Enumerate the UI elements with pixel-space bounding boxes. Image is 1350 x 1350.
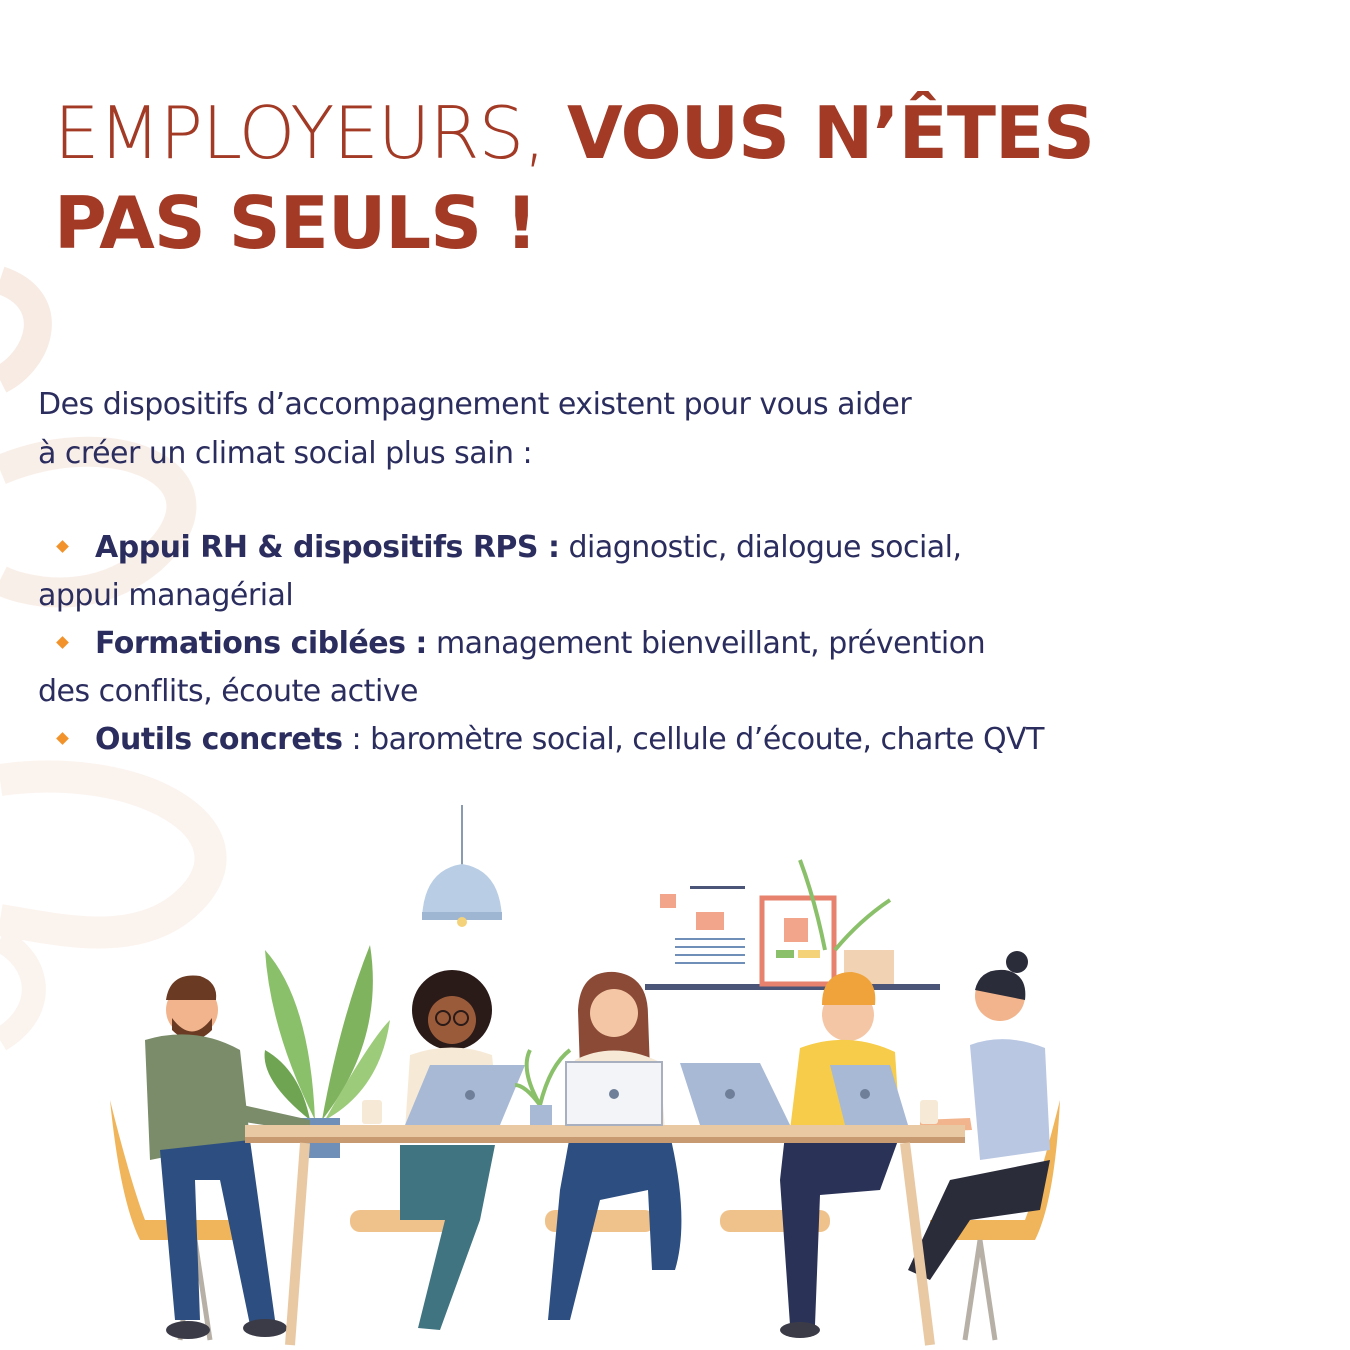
list-item [38, 620, 1118, 716]
item-label: Formations ciblées : [95, 626, 427, 661]
plant-icon [515, 1050, 570, 1125]
title-bold-line1: VOUS N’ÊTES [567, 91, 1094, 175]
item-label: Outils concrets [95, 722, 343, 757]
cup-icon [920, 1100, 938, 1124]
item-text: management bienveillant, prévention [426, 626, 986, 661]
cup-icon [362, 1100, 382, 1124]
item-continuation: appui managérial [38, 578, 294, 613]
item-label: Appui RH & dispositifs RPS : [95, 530, 560, 565]
title-bold-line2: PAS SEULS ! [54, 181, 537, 265]
laptop-icon [566, 1062, 662, 1125]
pendant-lamp-icon [422, 805, 502, 927]
diamond-bullet-icon [56, 540, 69, 553]
laptop-icon [680, 1063, 790, 1125]
item-text: diagnostic, dialogue social, [559, 530, 962, 565]
item-continuation: des conflits, écoute active [38, 674, 418, 709]
page-title [54, 88, 1094, 268]
intro-line-1: Des dispositifs d’accompagnement existent pour vous aider [38, 387, 912, 422]
list-item [38, 524, 1118, 620]
diamond-bullet-icon [56, 636, 69, 649]
person-avatar [780, 972, 900, 1338]
person-avatar [400, 970, 500, 1330]
intro-paragraph [38, 380, 1038, 478]
diamond-bullet-icon [56, 732, 69, 745]
team-meeting-illustration [100, 800, 1100, 1350]
wall-shelf [645, 860, 940, 990]
person-avatar [548, 972, 681, 1320]
item-text: : baromètre social, cellule d’écoute, charte QVT [342, 722, 1044, 757]
intro-line-2: à créer un climat social plus sain : [38, 436, 533, 471]
list-item [38, 716, 1118, 764]
support-list [38, 524, 1118, 764]
title-light-part: EMPLOYEURS, [54, 91, 567, 175]
